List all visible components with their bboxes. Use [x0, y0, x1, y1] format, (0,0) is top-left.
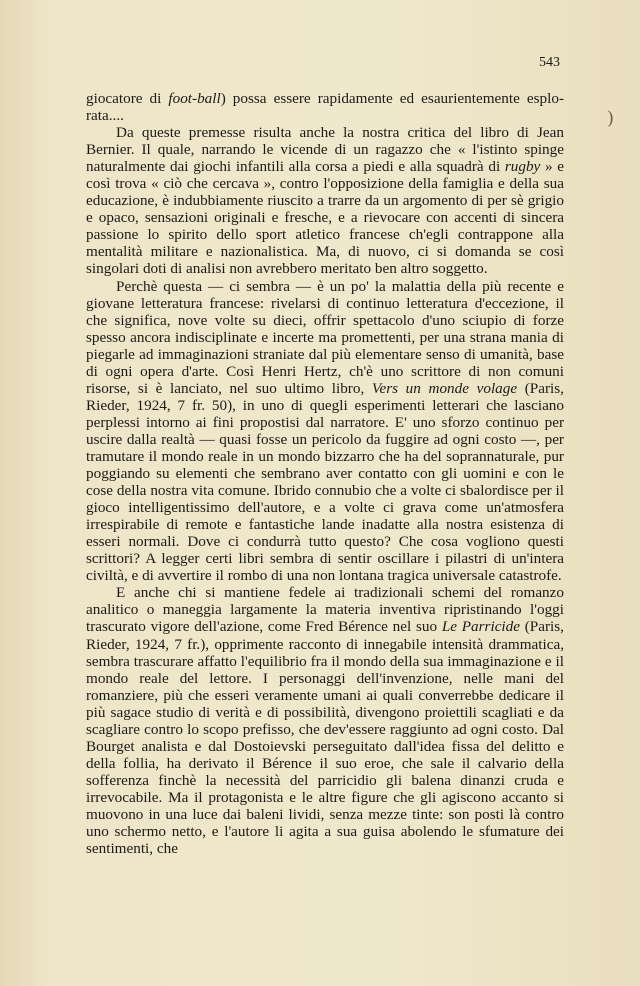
paragraph-p1 [86, 90, 564, 124]
body-text [86, 90, 564, 857]
text-run: (Paris, Rieder, 1924, 7 fr. 50), in uno di quegli esperimenti letterari che lasciano perplessi intorno ai fini propostisi dal narratore. E' uno sforzo continuo per uscire dalla realtà — quasi fosse un pericolo da fuggire ad ogni costo —, per tramutare il mondo reale in un mondo bizzarro che ha del soprannaturale, pur poggiando su elementi che sembrano aver contatto con gli uomini e con le cose della nostra vita comune. Ibrido connubio che a volte ci sbalordisce per il gioco intelligentissimo dell'autore, e a volte ci grava come un'atmosfera irrespirabile di remote e fantastiche lande inadatte alla nostra esistenza di esseri normali. Dove ci condurrà tutto questo? Che cosa vogliono questi scrittori? A legger certi libri sembra di sentir oscillare i pilastri di un'intera civiltà, e di avvertire il rombo di una non lontana tragica universale catastrofe. [86, 379, 564, 585]
italic-title: rugby [504, 158, 541, 176]
text-run: Perchè questa — ci sembra — è un po' la malattia della più recente e giovane letteratura francese: rivelarsi di continuo letteratura d'eccezione, il che significa, nove volte su dieci, offrir spettacolo d'uno sciupio di forze spesso ancora indisciplinate e incerte ma promettenti, per una strana mania di piegarle ad immaginazioni straniate dal più elementare senso di umanità, base di ogni opera d'arte. Così Henri Hertz, ch'è uno scrittore di non comuni risorse, si è lanciato, nel suo ultimo libro, [86, 277, 564, 397]
paragraph-p2 [86, 124, 564, 277]
italic-title: Le Parricide [441, 618, 520, 636]
italic-title: foot-ball [168, 90, 221, 107]
margin-mark: ) [606, 108, 614, 129]
paragraph-p4 [86, 584, 564, 857]
text-run: » e così trova « ciò che cercava », contro l'opposizione della famiglia e della sua educazione, è indubbiamente riuscito a trarre da un argomento di per sè grigio e opaco, sensazioni originali e fresche, e a rievocare con accenti di sincera passione lo spirito dello sport atletico francese ch'egli contrappone alla mentalità militare e nazionalistica. Ma, di nuovo, ci si domanda se così singolari doti di analisi non avrebbero meritato ben altro soggetto. [86, 158, 564, 278]
italic-title: Vers un monde volage [371, 379, 518, 397]
text-run: (Paris, Rieder, 1924, 7 fr.), opprimente racconto di innegabile intensità drammatica, sembra trascurare affatto l'equilibrio fra il mondo della sua immaginazione e il mondo reale del lettore. I personaggi dell'invenzione, nelle mani del romanziere, più che esseri veramente umani ai quali converrebbe dedicare il più sagace studio di verità e di possibilità, divengono proiettili scagliati e da scagliare contro lo scopo prefisso, che dev'essere raggiunto ad ogni costo. Dal Bourget analista e dal Dostoievski perseguitato dall'idea fissa del delitto e della follia, ha derivato il Bérence il suo eroe, che sale il calvario della sofferenza finchè la necessità del parricidio gli balena dinanzi cruda e irrevocabile. Ma il protagonista e le altre figure che gli agiscono accanto si muovono in una luce dai baleni lividi, senza mezze tinte: son posti là contro uno schermo netto, e l'autore li agita a sua guisa abolendo le sfumature dei sentimenti, che [86, 618, 564, 858]
text-run: ) possa essere rapidamente ed esaurientemente esplorata.... [86, 90, 564, 125]
text-run: giocatore di [86, 90, 169, 107]
paragraph-p3 [86, 278, 564, 585]
page-number: 543 [539, 55, 560, 70]
text-run: Da queste premesse risulta anche la nostra critica del libro di Jean Bernier. Il quale, narrando le vicende di un ragazzo che « l'istinto spinge naturalmente dai giochi infantili alla corsa a piedi e alla squadrà di [86, 124, 564, 176]
text-run: E anche chi si mantiene fedele ai tradizionali schemi del romanzo analitico o maneggia largamente la materia inventiva ripristinando l'oggi trascurato vigore dell'azione, come Fred Bérence nel suo [86, 584, 564, 636]
